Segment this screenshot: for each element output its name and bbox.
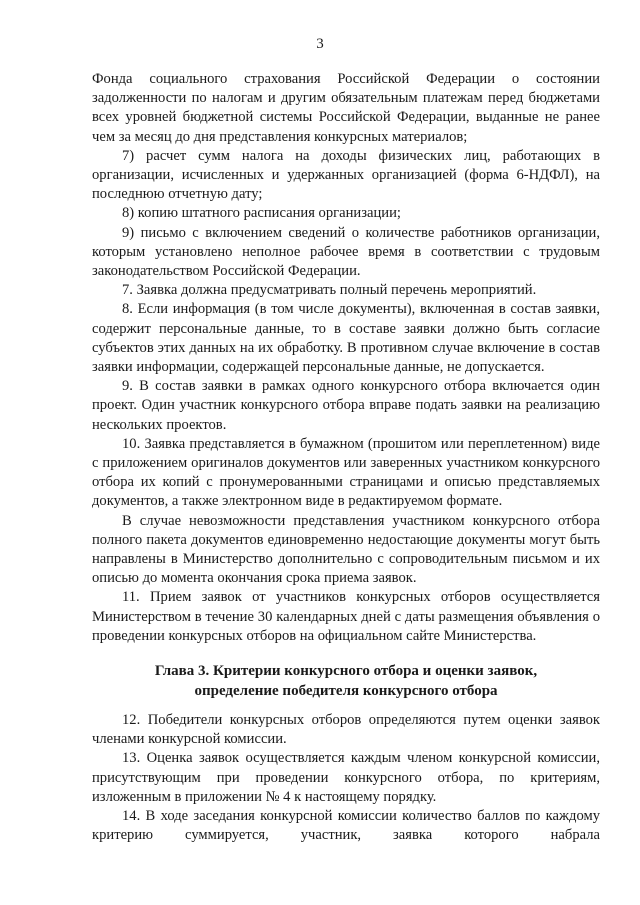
paragraph-clause-13: 13. Оценка заявок осуществляется каждым членом конкурсной комиссии, присутствующим при проведении конкурсного отбора, по критериям, изложенным в приложении № 4 к настоящему порядку. <box>92 750 600 805</box>
chapter-heading-line-2: определение победителя конкурсного отбора <box>194 682 498 699</box>
paragraph-clause-8: 8. Если информация (в том числе документы), включенная в состав заявки, содержит персональные данные, то в составе заявки должно быть согласие субъектов этих данных на их обработку. В противном случае включение в состав заявки информации, содержащей персональные данные, не допускается. <box>92 301 600 376</box>
paragraph-clause-10-case: В случае невозможности представления участником конкурсного отбора полного пакета документов единовременно недостающие документы могут быть направлены в Министерство дополнительно с сопроводительным письмом и их описью до момента окончания срока приема заявок. <box>92 512 600 587</box>
chapter-heading-line-1: Глава 3. Критерии конкурсного отбора и оценки заявок, <box>154 663 538 679</box>
paragraph-clause-12: 12. Победители конкурсных отборов определяются путем оценки заявок членами конкурсной комиссии. <box>92 712 600 748</box>
paragraph-clause-7: 7. Заявка должна предусматривать полный перечень мероприятий. <box>122 282 537 299</box>
chapter-heading <box>92 662 600 701</box>
paragraph-item-7-ndfl: 7) расчет сумм налога на доходы физических лиц, работающих в организации, исчисленных и удержанных организацией (форма 6-НДФЛ), на последнюю отчетную дату; <box>92 147 600 203</box>
document-body-bottom <box>92 711 600 845</box>
paragraph-clause-11: 11. Прием заявок от участников конкурсных отборов осуществляется Министерством в течение 30 календарных дней с даты размещения объявления о проведении конкурсных отборов на официальном сайте Министерства. <box>92 589 600 644</box>
paragraph-fss-continuation: Фонда социального страхования Российской Федерации о состоянии задолженности по налогам и другим обязательным платежам перед бюджетами всех уровней бюджетной системы Российской Федерации, выданные не ранее чем за месяц до дня представления конкурсных материалов; <box>92 71 600 145</box>
paragraph-item-9-letter: 9) письмо с включением сведений о количестве работников организации, которым установлено неполное рабочее время в соответствии с трудовым законодательством Российской Федерации. <box>92 224 600 280</box>
paragraph-item-8-staffing: 8) копию штатного расписания организации; <box>122 205 401 222</box>
paragraph-clause-14: 14. В ходе заседания конкурсной комиссии количество баллов по каждому критерию суммируется, участник, заявка которого набрала <box>92 808 600 844</box>
page-number: 3 <box>316 36 324 52</box>
paragraph-clause-9: 9. В состав заявки в рамках одного конкурсного отбора включается один проект. Один участник конкурсного отбора вправе подать заявки на реализацию нескольких проектов. <box>92 378 600 433</box>
document-body-top <box>92 70 600 646</box>
paragraph-clause-10: 10. Заявка представляется в бумажном (прошитом или переплетенном) виде с приложением оригиналов документов или заверенных участником конкурсного отбора их копий с пронумерованными страницами и описью представляемых документов, а также электронном виде в редактируемом формате. <box>92 435 600 510</box>
